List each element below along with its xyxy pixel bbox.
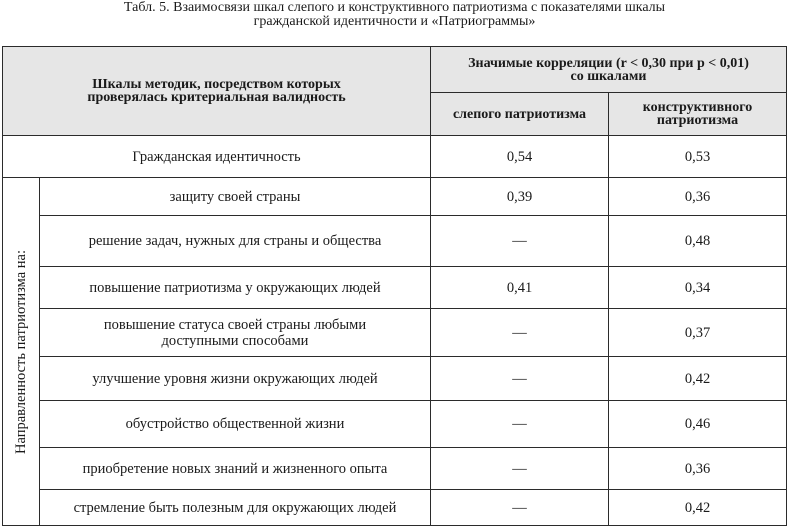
row-blind-value: 0,39 <box>431 178 609 216</box>
row-label: повышение патриотизма у окружающих людей <box>40 267 431 309</box>
row-label: защиту своей страны <box>40 178 431 216</box>
row-label: Гражданская идентичность <box>3 136 431 178</box>
header-scales <box>3 47 431 136</box>
table-row <box>3 357 787 401</box>
group-label: Направленность патриотизма на: <box>13 249 29 454</box>
row-constructive-value: 0,42 <box>609 357 787 401</box>
row-blind-value: 0,41 <box>431 267 609 309</box>
table-row <box>3 309 787 357</box>
header-constructive <box>609 93 787 136</box>
row-blind-value: — <box>431 490 609 526</box>
row-label-text: повышение статуса своей страны любыми доступными способами <box>103 316 367 349</box>
table-row <box>3 267 787 309</box>
table-row <box>3 178 787 216</box>
row-constructive-value: 0,46 <box>609 401 787 448</box>
row-blind-value: 0,54 <box>431 136 609 178</box>
row-label: обустройство общественной жизни <box>40 401 431 448</box>
caption-line-2: гражданской идентичности и «Патриограммы» <box>253 14 536 29</box>
row-blind-value: — <box>431 448 609 490</box>
row-blind-value: — <box>431 216 609 267</box>
row-constructive-value: 0,42 <box>609 490 787 526</box>
row-blind-value: — <box>431 309 609 357</box>
table-row <box>3 448 787 490</box>
table-row <box>3 216 787 267</box>
row-constructive-value: 0,36 <box>609 178 787 216</box>
header-blind <box>431 93 609 136</box>
row-constructive-value: 0,48 <box>609 216 787 267</box>
correlation-table <box>2 46 787 526</box>
row-label: улучшение уровня жизни окружающих людей <box>40 357 431 401</box>
row-constructive-value: 0,37 <box>609 309 787 357</box>
row-label: стремление быть полезным для окружающих людей <box>40 490 431 526</box>
row-blind-value: — <box>431 401 609 448</box>
row-blind-value: — <box>431 357 609 401</box>
row-label: решение задач, нужных для страны и общества <box>40 216 431 267</box>
caption-line-1: Табл. 5. Взаимосвязи шкал слепого и конструктивного патриотизма с показателями шкалы <box>123 0 666 15</box>
row-label: приобретение новых знаний и жизненного опыта <box>40 448 431 490</box>
row-label <box>40 309 431 357</box>
row-constructive-value: 0,36 <box>609 448 787 490</box>
header-scales-text: Шкалы методик, посредством которых проверялась критериальная валидность <box>87 77 346 105</box>
table-row-civic-identity <box>3 136 787 178</box>
group-label-cell <box>3 178 40 526</box>
table-caption <box>0 1 789 29</box>
header-constructive-text: конструктивного патриотизма <box>642 100 753 128</box>
table-row <box>3 401 787 448</box>
header-significant <box>431 47 787 93</box>
header-blind-text: слепого патриотизма <box>452 106 587 122</box>
table-row <box>3 490 787 526</box>
row-constructive-value: 0,53 <box>609 136 787 178</box>
header-significant-line2: со шкалами <box>570 68 647 84</box>
header-significant-line1: Значимые корреляции (r < 0,30 при p < 0,01) <box>468 55 749 71</box>
row-constructive-value: 0,34 <box>609 267 787 309</box>
